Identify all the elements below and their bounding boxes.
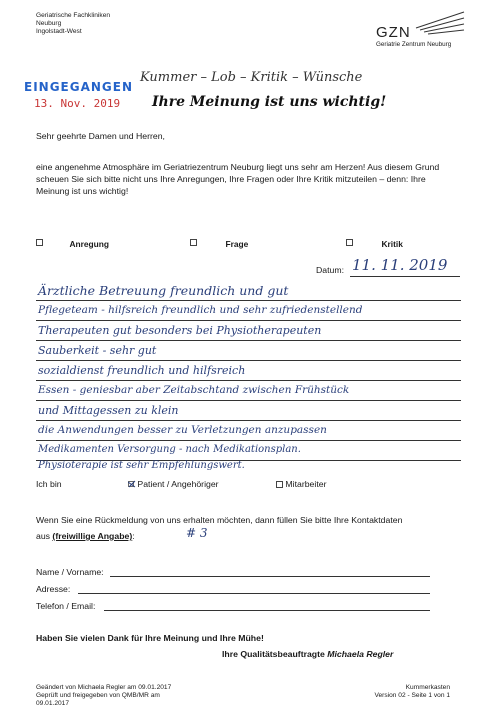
contact-prompt: Wenn Sie eine Rückmeldung von uns erhalten möchten, dann füllen Sie bitte Ihre Kontaktdaten (36, 515, 403, 525)
ruled-line (36, 320, 461, 321)
org-line: Neuburg (36, 20, 62, 27)
checkbox[interactable] (346, 239, 353, 246)
thanks-text: Haben Sie vielen Dank für Ihre Meinung und Ihre Mühe! (36, 633, 264, 643)
category-label: Kritik (381, 239, 403, 249)
category-kritik[interactable] (346, 234, 403, 252)
address-field-label: Adresse: (36, 584, 71, 594)
role-option-staff[interactable] (276, 478, 326, 490)
ruled-line (36, 380, 461, 381)
handwritten-line: Ärztliche Betreuung freundlich und gut (38, 283, 289, 298)
handwritten-line: und Mittagessen zu klein (38, 404, 179, 417)
salutation: Sehr geehrte Damen und Herren, (36, 131, 165, 141)
gzn-logo (376, 8, 468, 48)
signature-prefix: Ihre Qualitätsbeauftragte (222, 649, 328, 659)
footer-line: Geändert von Michaela Regler am 09.01.2017 (36, 684, 172, 691)
org-line: Ingolstadt-West (36, 28, 82, 35)
role-label: Patient / Angehöriger (137, 479, 219, 489)
handwritten-line: die Anwendungen besser zu Verletzungen anzupassen (38, 424, 327, 436)
category-label: Frage (225, 239, 249, 249)
received-stamp-date: 13. Nov. 2019 (34, 97, 121, 110)
category-frage[interactable] (190, 234, 248, 252)
footer-line: 09.01.2017 (36, 700, 70, 707)
ruled-line (36, 440, 461, 441)
checkbox[interactable] (36, 239, 43, 246)
checkbox[interactable] (276, 481, 283, 488)
logo-subtitle: Geriatrie Zentrum Neuburg (376, 41, 452, 48)
footer-line: Geprüft und freigegeben von QMB/MR am (36, 692, 160, 699)
form-subtitle: Ihre Meinung ist uns wichtig! (152, 94, 387, 110)
footer-line: Version 02 - Seite 1 von 1 (374, 692, 450, 699)
ruled-line (36, 300, 461, 301)
ruled-line (36, 360, 461, 361)
name-field-label: Name / Vorname: (36, 567, 104, 577)
category-anregung[interactable] (36, 234, 109, 252)
role-prefix: Ich bin (36, 479, 62, 489)
org-line: Geriatrische Fachkliniken (36, 12, 111, 19)
handwritten-line: Pflegeteam - hilfsreich freundlich und sehr zufriedenstellend (38, 304, 363, 316)
logo-text: GZN (376, 24, 411, 41)
handwritten-line: Physioterapie ist sehr Empfehlungswert. (38, 460, 245, 471)
checkbox[interactable] (190, 239, 197, 246)
checked-box-icon[interactable] (128, 481, 135, 488)
name-field[interactable] (110, 576, 430, 577)
handwritten-line: Medikamenten Versorgung - nach Medikationsplan. (38, 444, 301, 455)
signature-name: Michaela Regler (327, 649, 394, 659)
contact-prompt-optional (36, 530, 135, 542)
footer-line: Kummerkasten (405, 684, 450, 691)
role-label: Mitarbeiter (285, 479, 327, 489)
ruled-line (36, 340, 461, 341)
contact-prompt-suffix: : (132, 531, 135, 541)
received-stamp-label: EINGEGANGEN (24, 80, 134, 94)
optional-note: (freiwillige Angabe) (52, 531, 133, 541)
phone-field-label: Telefon / Email: (36, 601, 96, 611)
handwritten-line: Therapeuten gut besonders bei Physiotherapeuten (38, 324, 322, 337)
date-line (350, 276, 460, 277)
contact-prompt-prefix: aus (36, 531, 53, 541)
handwritten-line: sozialdienst freundlich und hilfsreich (38, 364, 246, 377)
footer-left (36, 684, 171, 708)
role-option-patient[interactable] (128, 478, 219, 490)
ruled-line (36, 400, 461, 401)
category-label: Anregung (69, 239, 109, 249)
form-title: Kummer – Lob – Kritik – Wünsche (140, 70, 363, 85)
address-field[interactable] (78, 593, 430, 594)
org-name (36, 12, 110, 36)
intro-paragraph: eine angenehme Atmosphäre im Geriatriezentrum Neuburg liegt uns sehr am Herzen! Aus diesem Grund scheuen Sie sich bitte nicht uns Ihre Anregungen, Ihre Fragen oder Ihre Kritik mitzuteilen – denn: Ihre Meinung ist uns wichtig! (36, 162, 440, 196)
handwritten-line: Sauberkeit - sehr gut (38, 344, 157, 357)
phone-email-field[interactable] (104, 610, 430, 611)
handwritten-code: # 3 (186, 526, 208, 540)
date-label: Datum: (316, 265, 345, 275)
footer-right (374, 684, 450, 700)
handwritten-line: Essen - geniesbar aber Zeitabschtand zwischen Frühstück (38, 384, 350, 396)
ruled-line (36, 420, 461, 421)
date-value: 11. 11. 2019 (352, 256, 448, 274)
signature (222, 648, 393, 660)
